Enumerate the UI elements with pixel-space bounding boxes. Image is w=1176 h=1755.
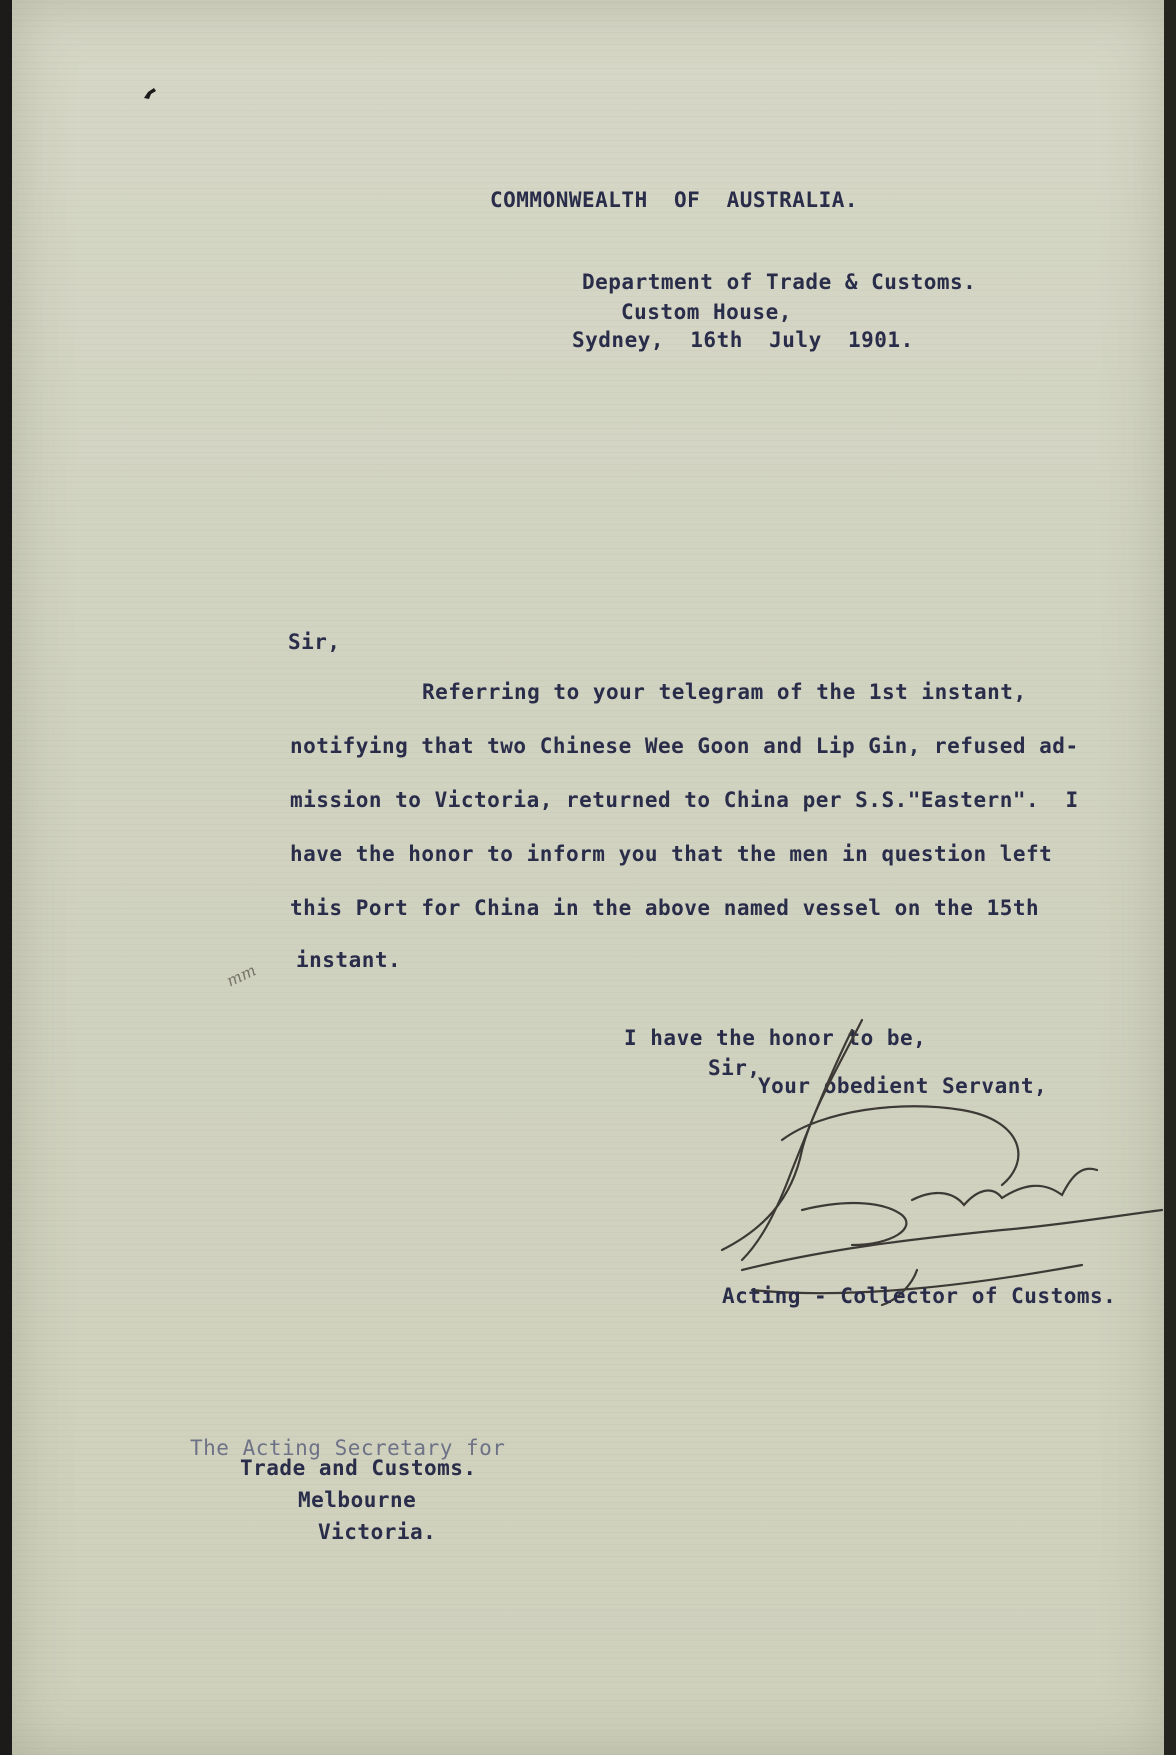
salutation: Sir, [288, 630, 341, 654]
addressee-line-3: Melbourne [298, 1488, 417, 1512]
margin-pencil-note: mm [223, 960, 259, 991]
body-line-3: mission to Victoria, returned to China per S.S."Eastern". I [290, 788, 1079, 812]
department-name: Department of Trade & Customs. [582, 270, 977, 294]
ink-blot-mark [142, 86, 158, 100]
closing-line-3: Your obedient Servant, [758, 1074, 1048, 1098]
addressee-line-2: Trade and Customs. [240, 1456, 477, 1480]
body-line-6: instant. [296, 948, 402, 972]
page-edge-shadow [1164, 0, 1176, 1755]
signatory-title: Acting - Collector of Customs. [722, 1284, 1117, 1308]
handwritten-signature [702, 1000, 1176, 1330]
addressee-line-4: Victoria. [318, 1520, 437, 1544]
letterhead-title: COMMONWEALTH OF AUSTRALIA. [490, 188, 859, 212]
body-line-4: have the honor to inform you that the men in question left [290, 842, 1053, 866]
body-line-2: notifying that two Chinese Wee Goon and Lip Gin, refused ad- [290, 734, 1079, 758]
closing-line-1: I have the honor to be, [624, 1026, 927, 1050]
closing-line-2: Sir, [708, 1056, 761, 1080]
place-and-date: Sydney, 16th July 1901. [572, 328, 914, 352]
body-line-1: Referring to your telegram of the 1st instant, [422, 680, 1027, 704]
letter-page [12, 0, 1164, 1755]
office-name: Custom House, [621, 300, 792, 324]
body-line-5: this Port for China in the above named vessel on the 15th [290, 896, 1040, 920]
addressee-line-1: The Acting Secretary for [190, 1436, 506, 1460]
